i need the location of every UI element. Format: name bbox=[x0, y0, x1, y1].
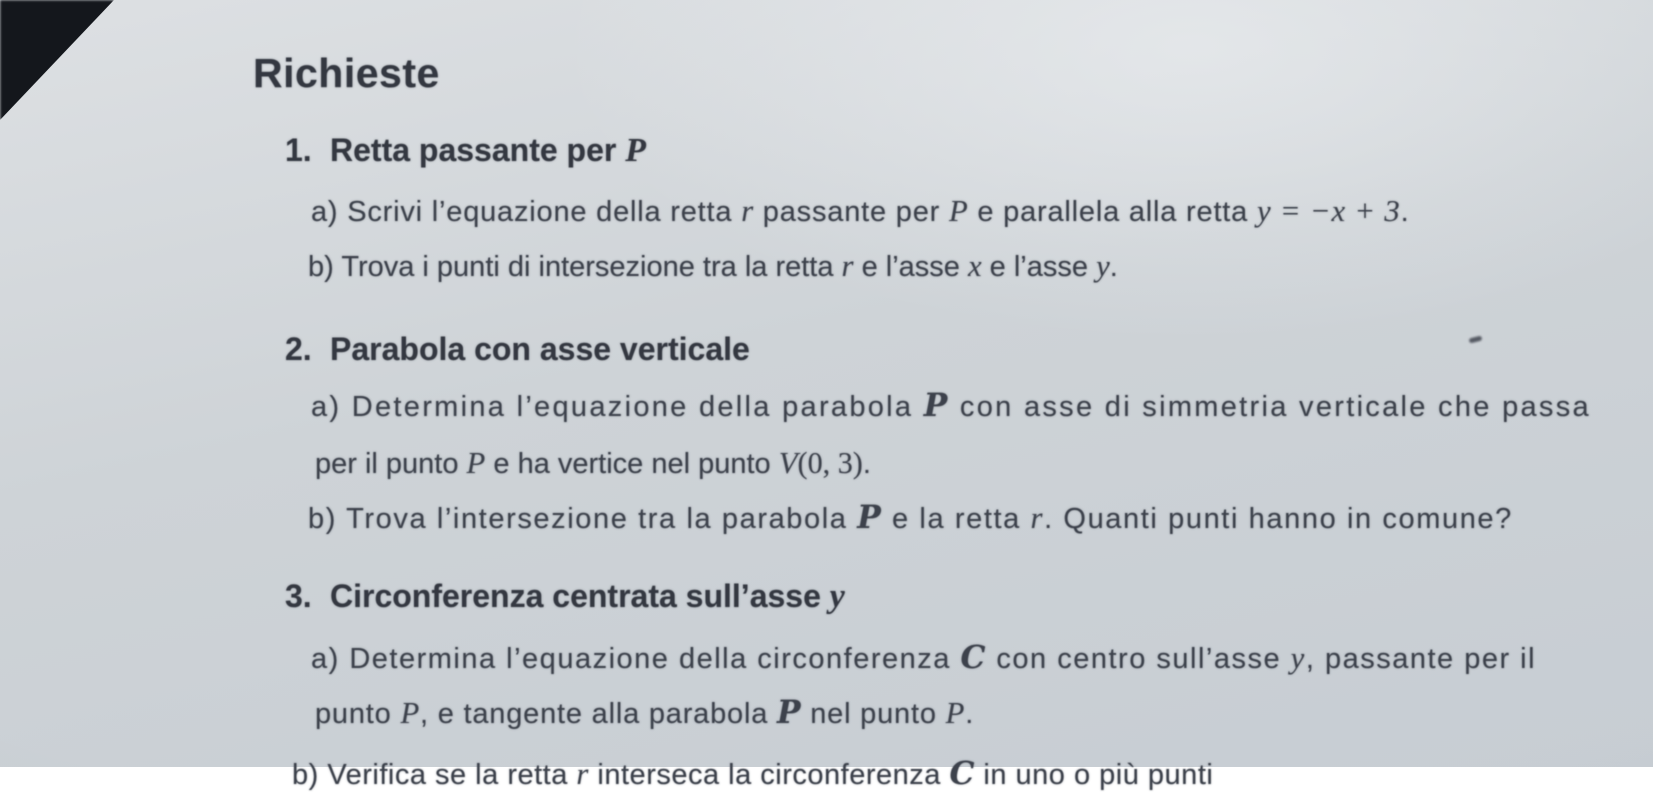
math-symbol: V bbox=[778, 446, 798, 480]
text-segment: a) Determina l’equazione della circonferenza bbox=[311, 643, 961, 675]
text-segment: , passante per il bbox=[1305, 643, 1537, 675]
page-title: Richieste bbox=[253, 50, 440, 96]
math-symbol: y bbox=[1290, 641, 1306, 675]
line-item3a-line1 bbox=[311, 640, 1536, 676]
line-item2-heading bbox=[285, 331, 750, 368]
line-item3a-line2 bbox=[315, 695, 974, 731]
text-segment: e la retta bbox=[882, 503, 1031, 535]
text-segment: Retta passante per bbox=[330, 132, 626, 168]
line-item1-heading bbox=[285, 131, 646, 170]
text-segment: , e tangente alla parabola bbox=[420, 698, 777, 730]
text-segment: . bbox=[965, 698, 975, 730]
math-symbol: P bbox=[466, 446, 486, 480]
math-calligraphic-symbol: P bbox=[777, 695, 802, 731]
line-item1b bbox=[308, 249, 1118, 284]
text-segment: Circonferenza centrata sull’asse bbox=[330, 578, 830, 614]
text-segment: b) Trova l’intersezione tra la parabola bbox=[308, 503, 858, 535]
text-segment: passante per bbox=[753, 196, 949, 228]
text-segment: . Quanti punti hanno in comune? bbox=[1044, 503, 1513, 535]
math-symbol: P bbox=[625, 132, 646, 169]
text-segment: per il punto bbox=[315, 448, 467, 480]
line-item2a-line1 bbox=[311, 388, 1591, 424]
text-segment: e parallela alla retta bbox=[968, 196, 1257, 228]
math-symbol: x bbox=[967, 249, 982, 283]
math-symbol: r bbox=[576, 757, 589, 791]
math-calligraphic-symbol: P bbox=[857, 500, 883, 536]
item-number: 1. bbox=[285, 132, 312, 168]
photo-corner-artifact bbox=[0, 0, 114, 120]
line-item1a bbox=[311, 194, 1409, 229]
text-segment: punto bbox=[315, 698, 401, 730]
math-calligraphic-symbol: P bbox=[923, 388, 950, 424]
math-calligraphic-symbol: C bbox=[960, 640, 987, 676]
text-segment: b) Trova i punti di intersezione tra la retta bbox=[308, 251, 842, 283]
text-segment: a) Determina l’equazione della parabola bbox=[311, 391, 924, 423]
math-symbol: y bbox=[829, 578, 845, 615]
line-item2b bbox=[308, 500, 1513, 536]
math-symbol: r bbox=[1030, 501, 1045, 535]
math-symbol: P bbox=[948, 194, 969, 228]
math-symbol: r bbox=[841, 249, 854, 283]
math-symbol: y bbox=[1096, 249, 1110, 283]
line-item3-heading bbox=[285, 577, 845, 616]
math-calligraphic-symbol: C bbox=[949, 756, 975, 792]
text-segment: a) Scrivi l’equazione della retta bbox=[311, 196, 742, 228]
line-item2a-line2 bbox=[315, 446, 871, 481]
math-symbol: y = −x + 3 bbox=[1256, 194, 1401, 228]
line-item3b-clipped bbox=[292, 756, 1213, 792]
text-segment: Parabola con asse verticale bbox=[330, 331, 750, 367]
text-segment: b) Verifica se la retta bbox=[292, 759, 577, 791]
text-segment: . bbox=[862, 448, 871, 480]
dust-speck bbox=[1469, 336, 1483, 344]
math-symbol: P bbox=[400, 696, 421, 730]
text-segment: . bbox=[1109, 251, 1118, 283]
text-segment: e ha vertice nel punto bbox=[485, 448, 779, 480]
item-number: 3. bbox=[285, 578, 312, 614]
text-segment: con centro sull’asse bbox=[986, 643, 1291, 675]
text-segment: nel punto bbox=[801, 698, 946, 730]
item-number: 2. bbox=[285, 331, 312, 367]
text-segment: e l’asse bbox=[981, 251, 1097, 283]
math-expression: (0, 3) bbox=[797, 446, 863, 480]
text-segment: con asse di simmetria verticale che passa bbox=[949, 391, 1591, 423]
math-symbol: P bbox=[945, 696, 966, 730]
text-segment: in uno o più punti bbox=[974, 759, 1214, 791]
text-segment: . bbox=[1400, 196, 1410, 228]
text-segment: interseca la circonferenza bbox=[588, 759, 950, 791]
text-segment: e l’asse bbox=[853, 251, 968, 283]
math-symbol: r bbox=[741, 194, 754, 228]
